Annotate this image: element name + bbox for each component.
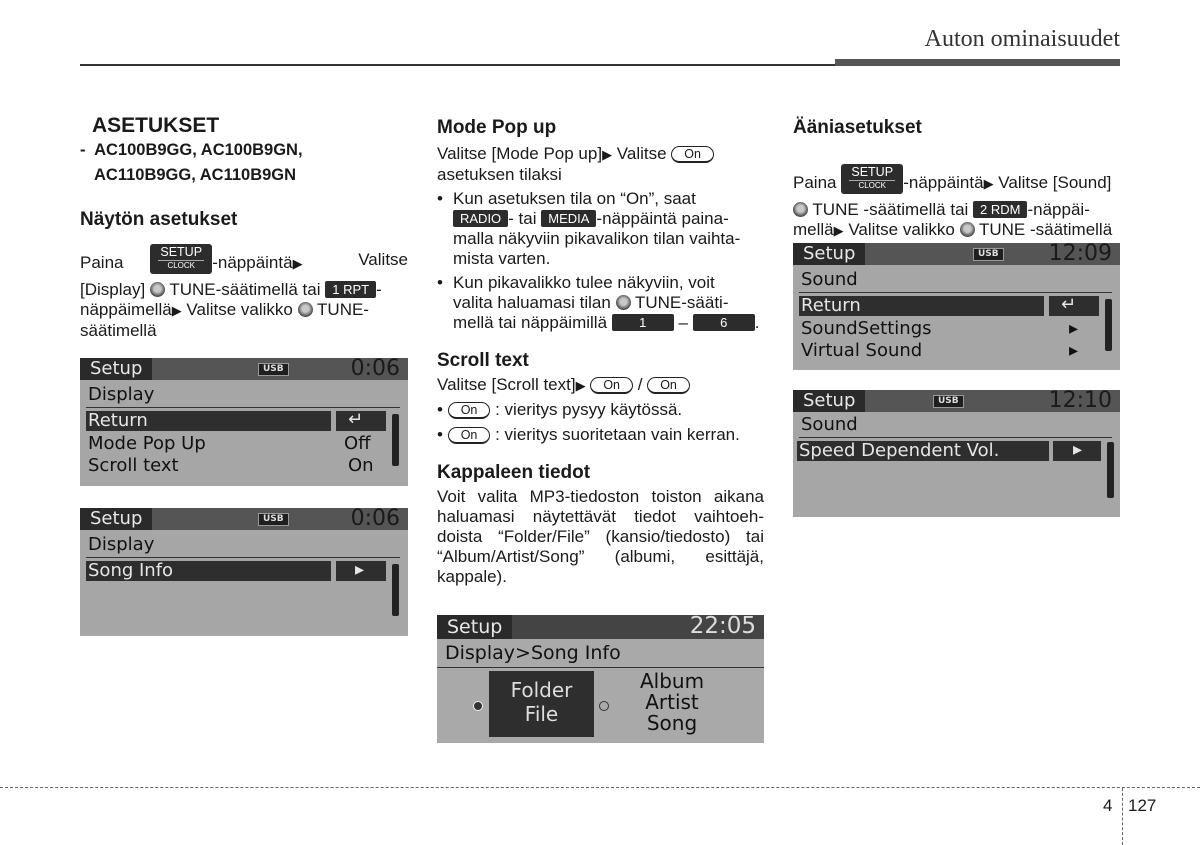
page-number: 127: [1128, 796, 1157, 815]
models-dash: -: [80, 141, 86, 159]
mode-pop-up-heading: Mode Pop up: [437, 117, 557, 138]
lcd-screen-speed-dependent-vol: [793, 390, 1120, 517]
lcd-breadcrumb: Display>Song Info: [445, 642, 621, 664]
on-key: On: [448, 427, 491, 444]
usb-icon: USB: [973, 248, 1004, 261]
arrow-right-icon: ▶: [602, 147, 613, 162]
chevron-right-icon: ▸: [1069, 340, 1079, 361]
return-icon: ↵: [348, 409, 364, 430]
display-settings-heading: Näytön asetukset: [80, 209, 238, 230]
scrollbar[interactable]: [1105, 299, 1112, 351]
column-1: [80, 116, 408, 341]
chevron-right-icon: ▸: [355, 559, 365, 580]
chevron-right-icon: ▸: [1073, 439, 1083, 460]
scrollbar[interactable]: [1107, 442, 1114, 498]
lcd-breadcrumb: Sound: [801, 414, 858, 435]
song-info-heading: Kappaleen tiedot: [437, 462, 591, 483]
radio-key: RADIO: [453, 210, 508, 227]
column-3: Ääniasetukset Paina SETUP CLOCK -näppäintä▶ Valitse [Sound] TUNE -säätimellä tai 2 RDM -näppäi- mellä▶ Valitse valikko TUNE -säätimellä: [793, 118, 1120, 241]
tune-knob-icon: [150, 282, 165, 297]
preset-key-6: 6: [693, 314, 755, 331]
mode-pop-up-value: Off: [344, 433, 371, 454]
menu-item-return[interactable]: Return: [88, 410, 148, 431]
section-title: ASETUKSET: [92, 114, 220, 137]
footer-rule: [0, 787, 1200, 788]
tune-knob-icon: [616, 295, 631, 310]
menu-item-return[interactable]: Return: [801, 295, 861, 316]
models-line-1: AC100B9GG, AC100B9GN,: [94, 141, 303, 159]
lcd-title: Setup: [80, 508, 152, 530]
scroll-text-heading: Scroll text: [437, 350, 529, 371]
sound-settings-heading: Ääniasetukset: [793, 117, 922, 138]
chevron-right-icon: ▸: [1069, 318, 1079, 339]
on-key: On: [448, 402, 491, 419]
menu-item-sound-settings[interactable]: SoundSettings: [801, 318, 932, 339]
scroll-text-value: On: [348, 455, 374, 476]
usb-icon: USB: [933, 395, 964, 408]
media-key: MEDIA: [541, 210, 596, 227]
rdm-key: 2 RDM: [973, 201, 1027, 218]
scrollbar[interactable]: [392, 564, 399, 616]
setup-clock-key: SETUP CLOCK: [150, 244, 212, 274]
display-instructions: Paina SETUP CLOCK -näppäintä▶ Valitse [Display] TUNE-säätimellä tai 1 RPT - näppäimellä▶ Valitse valikko TUNE- säätimellä: [80, 245, 408, 340]
menu-item-scroll-text[interactable]: Scroll text: [88, 455, 179, 476]
lcd-title: Setup: [437, 615, 512, 639]
lcd-clock: 12:09: [1048, 243, 1112, 266]
arrow-right-icon: ▶: [833, 223, 844, 238]
setup-clock-key: SETUP CLOCK: [841, 164, 903, 194]
usb-icon: USB: [258, 513, 289, 526]
lcd-clock: 0:06: [350, 358, 400, 381]
chapter-number: 4: [1103, 796, 1113, 815]
footer-divider: [1122, 788, 1123, 845]
arrow-right-icon: ▶: [292, 256, 303, 271]
lcd-breadcrumb: Display: [88, 534, 155, 555]
on-key: On: [647, 377, 690, 394]
usb-icon: USB: [258, 363, 289, 376]
lcd-clock: 0:06: [350, 508, 400, 531]
lcd-title: Setup: [793, 390, 865, 412]
radio-selected-icon[interactable]: [473, 701, 483, 711]
lcd-screen-sound: [793, 243, 1120, 370]
rpt-key: 1 RPT: [325, 281, 376, 298]
tune-knob-icon: [960, 222, 975, 237]
menu-item-song-info[interactable]: Song Info: [88, 560, 174, 581]
return-icon: ↵: [1061, 294, 1077, 315]
chapter-title: Auton ominaisuudet: [924, 26, 1120, 52]
arrow-right-icon: ▶: [983, 176, 994, 191]
arrow-right-icon: ▶: [575, 378, 586, 393]
menu-item-mode-pop-up[interactable]: Mode Pop Up: [88, 433, 206, 454]
lcd-clock: 22:05: [689, 615, 756, 639]
on-key: On: [590, 377, 633, 394]
lcd-screen-display: [80, 358, 408, 486]
header-bar: [835, 59, 1120, 66]
models-line-2: AC110B9GG, AC110B9GN: [94, 166, 297, 184]
lcd-breadcrumb: Sound: [801, 269, 858, 290]
lcd-breadcrumb: Display: [88, 384, 155, 405]
arrow-right-icon: ▶: [171, 303, 182, 318]
header-rule: [80, 64, 835, 66]
lcd-clock: 12:10: [1048, 390, 1112, 413]
lcd-screen-song-info-options: Setup 22:05 Display>Song Info Folder File Album Artist Song: [437, 615, 764, 743]
on-key: On: [671, 146, 714, 163]
tune-knob-icon: [793, 202, 808, 217]
scrollbar[interactable]: [392, 414, 399, 466]
tune-knob-icon: [298, 302, 313, 317]
menu-item-speed-dependent-vol[interactable]: Speed Dependent Vol.: [799, 440, 1000, 461]
menu-item-virtual-sound[interactable]: Virtual Sound: [801, 340, 923, 361]
preset-key-1: 1: [612, 314, 674, 331]
radio-unselected-icon[interactable]: [599, 701, 609, 711]
column-2: Mode Pop up Valitse [Mode Pop up]▶ Valitse On asetuksen tilaksi • Kun asetuksen tila on “On”, saat RADIO - tai MEDIA -näppäintä paina- malla näkyviin pikavalikon tilan vaihta- mista varten. • Kun pikavalikko tulee näkyviin, voit valita haluamasi tilan TUNE-sääti- mellä tai näppäimillä 1 – 6 . Scroll text Valitse [Scroll text]▶ On / On • On : vieritys pysyy käytössä. • On : vieritys suoritetaan vain kerran. Kappaleen tiedot Voit valita MP3-tiedoston toiston aikana haluamasi näytettävät tiedot vaihtoeh-doista “Folder/File” (kansio/tiedosto) tai “Album/Artist/Song” (albumi, esittäjä, kappale).: [437, 118, 764, 587]
lcd-title: Setup: [80, 358, 152, 380]
option-album-artist-song[interactable]: Album Artist Song: [639, 669, 705, 735]
song-info-text: Voit valita MP3-tiedoston toiston aikana haluamasi näytettävät tiedot vaihtoeh-doista “Folder/File” (kansio/tiedosto) tai “Album/Artist/Song” (albumi, esittäjä, kappale).: [437, 487, 764, 586]
lcd-title: Setup: [793, 243, 865, 265]
lcd-screen-song-info: [80, 508, 408, 636]
